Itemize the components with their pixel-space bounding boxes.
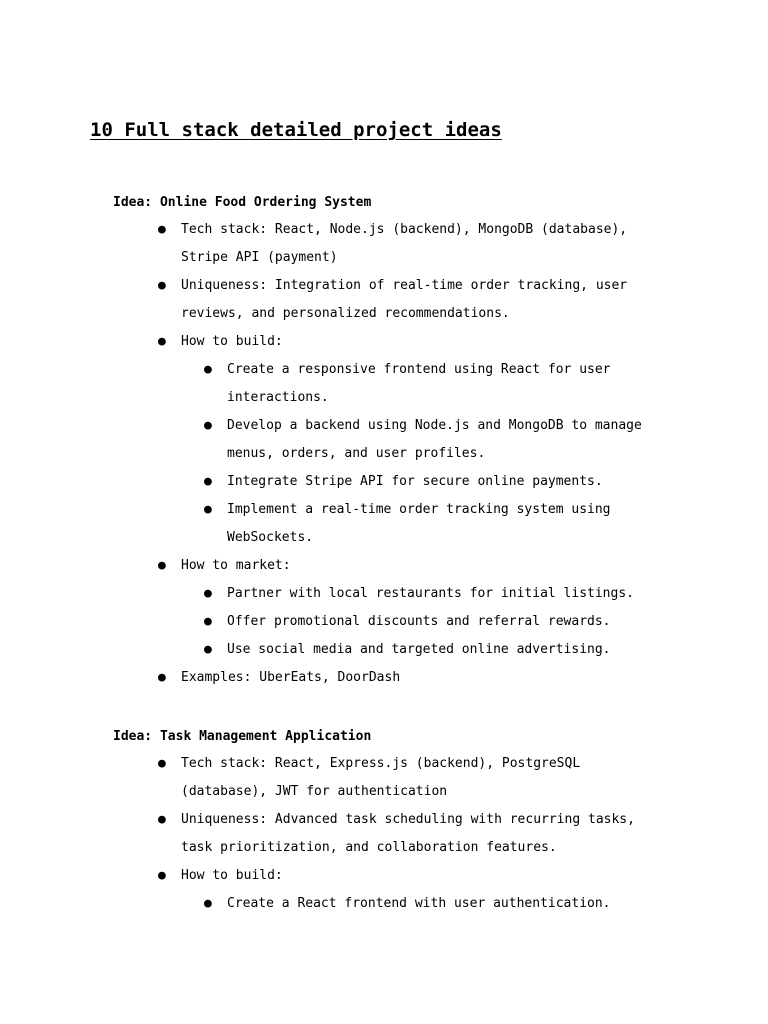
bullet-icon: ● [204, 502, 212, 517]
list-item-line: menus, orders, and user profiles. [227, 446, 486, 461]
list-item-line: How to build: [181, 334, 283, 349]
list-item-line: Tech stack: React, Express.js (backend), PostgreSQL [181, 756, 581, 771]
list-item-line: Examples: UberEats, DoorDash [181, 670, 401, 685]
sub-list-item [204, 468, 713, 496]
idea-bullet-list [158, 750, 713, 918]
list-item [158, 806, 713, 862]
list-item [158, 664, 713, 692]
list-item-line: reviews, and personalized recommendations. [181, 306, 510, 321]
list-item-line: How to build: [181, 868, 283, 883]
sub-list-item [204, 890, 713, 918]
list-item-line: Uniqueness: Integration of real-time order tracking, user [181, 278, 628, 293]
sub-list-item [204, 608, 713, 636]
list-item-line: Develop a backend using Node.js and MongoDB to manage [227, 418, 642, 433]
list-item-line: Create a React frontend with user authentication. [227, 896, 611, 911]
bullet-icon: ● [204, 642, 212, 657]
list-item [158, 552, 713, 664]
sub-list-item [204, 636, 713, 664]
bullet-icon: ● [204, 614, 212, 629]
sub-bullet-list [204, 580, 713, 664]
bullet-icon: ● [204, 418, 212, 433]
bullet-icon: ● [158, 756, 166, 771]
list-item [158, 862, 713, 918]
list-item-line: Stripe API (payment) [181, 250, 338, 265]
idea-section [113, 190, 713, 692]
bullet-icon: ● [158, 558, 166, 573]
bullet-icon: ● [158, 222, 166, 237]
list-item-line: Use social media and targeted online advertising. [227, 642, 611, 657]
bullet-icon: ● [158, 278, 166, 293]
list-item-line: Tech stack: React, Node.js (backend), MongoDB (database), [181, 222, 628, 237]
sub-list-item [204, 496, 713, 552]
bullet-icon: ● [158, 868, 166, 883]
sub-list-item [204, 412, 713, 468]
idea-bullet-list [158, 216, 713, 692]
sub-bullet-list [204, 356, 713, 552]
bullet-icon: ● [204, 586, 212, 601]
idea-section [113, 724, 713, 918]
bullet-icon: ● [204, 474, 212, 489]
list-item-line: Offer promotional discounts and referral rewards. [227, 614, 611, 629]
list-item [158, 216, 713, 272]
idea-heading: Idea: Task Management Application [113, 729, 372, 744]
list-item [158, 328, 713, 552]
list-item-line: How to market: [181, 558, 291, 573]
list-item-line: interactions. [227, 390, 329, 405]
list-item-line: Partner with local restaurants for initial listings. [227, 586, 634, 601]
document-title: 10 Full stack detailed project ideas [90, 119, 502, 141]
list-item-line: Uniqueness: Advanced task scheduling with recurring tasks, [181, 812, 635, 827]
list-item-line: Implement a real-time order tracking system using [227, 502, 611, 517]
list-item [158, 272, 713, 328]
idea-heading: Idea: Online Food Ordering System [113, 195, 372, 210]
bullet-icon: ● [204, 896, 212, 911]
list-item-line: task prioritization, and collaboration features. [181, 840, 557, 855]
bullet-icon: ● [204, 362, 212, 377]
bullet-icon: ● [158, 812, 166, 827]
sub-list-item [204, 580, 713, 608]
list-item-line: Create a responsive frontend using React for user [227, 362, 611, 377]
list-item-line: Integrate Stripe API for secure online payments. [227, 474, 603, 489]
bullet-icon: ● [158, 334, 166, 349]
bullet-icon: ● [158, 670, 166, 685]
sub-list-item [204, 356, 713, 412]
list-item-line: WebSockets. [227, 530, 314, 545]
list-item [158, 750, 713, 806]
list-item-line: (database), JWT for authentication [181, 784, 448, 799]
sub-bullet-list [204, 890, 713, 918]
